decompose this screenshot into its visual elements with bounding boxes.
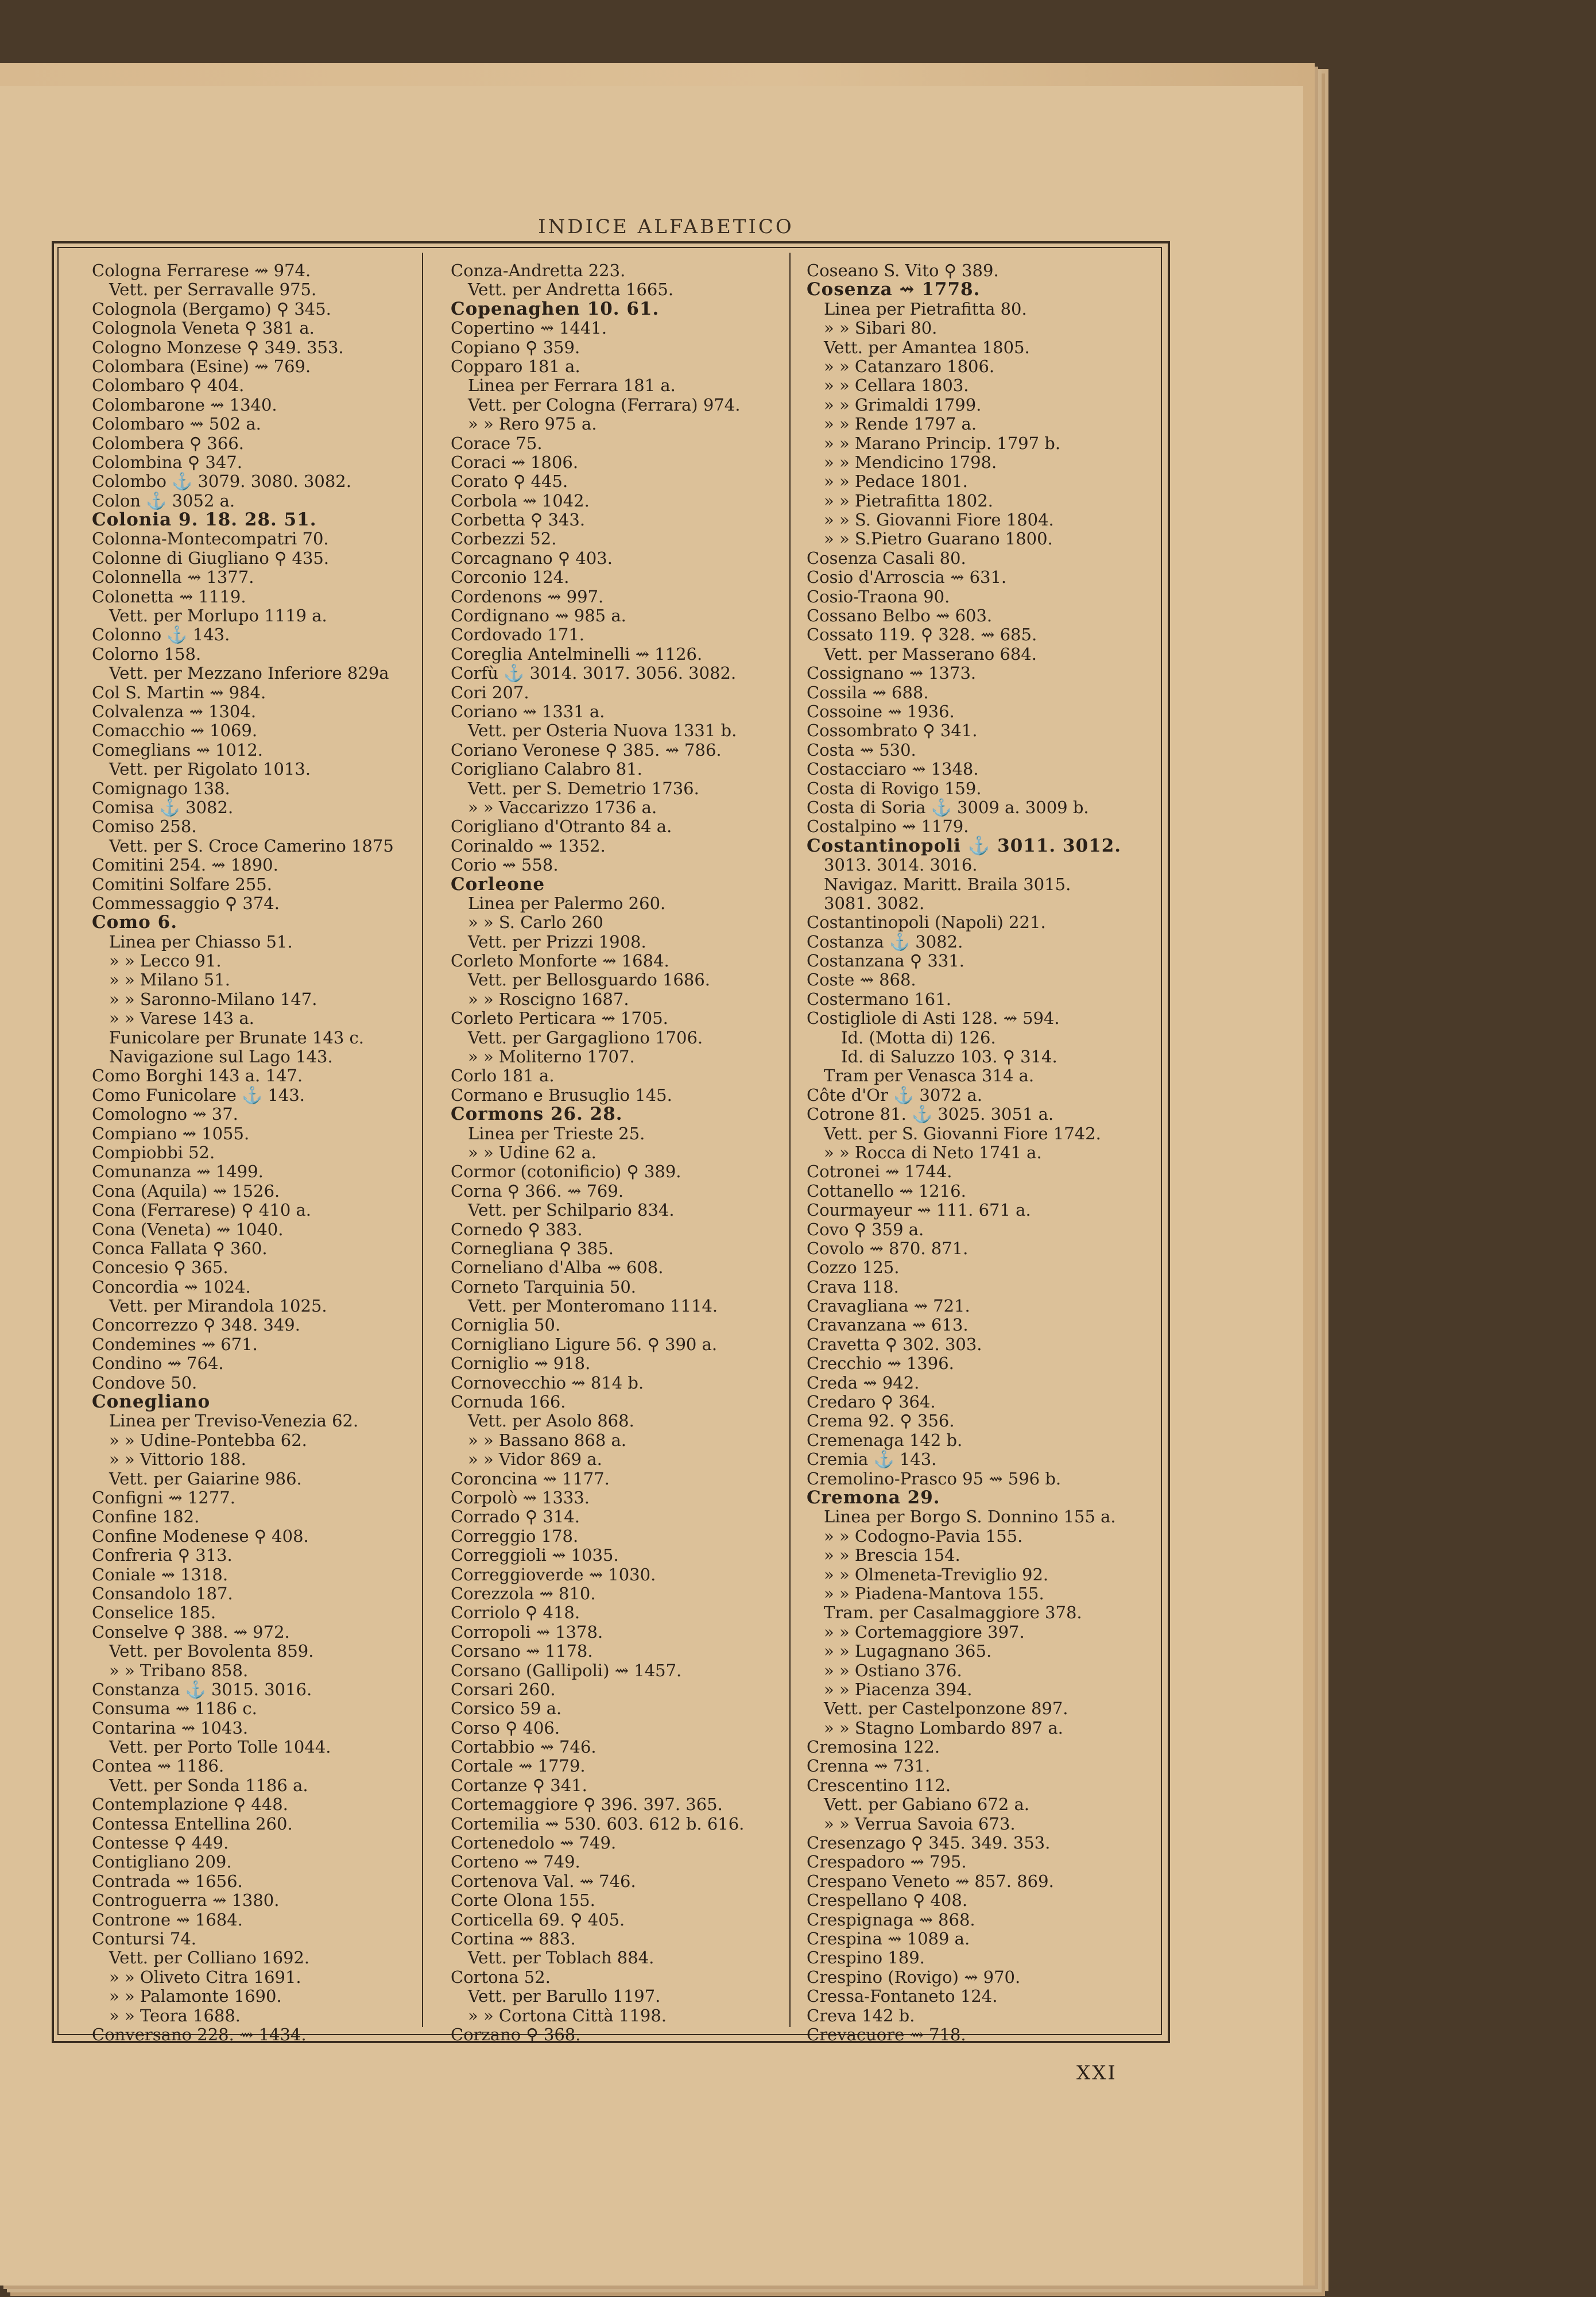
- index-column-1: [92, 261, 431, 2044]
- index-entry: Costantinopoli ⚓ 3011. 3012.: [807, 835, 1122, 856]
- index-column-2: [451, 261, 789, 2044]
- index-entry: Corleto Monforte ⇝ 1684.: [451, 951, 669, 971]
- index-entry: Credaro ⚲ 364.: [807, 1392, 936, 1412]
- index-entry: Vett. per Monteromano 1114.: [468, 1296, 718, 1316]
- index-entry: Cortenova Val. ⇝ 746.: [451, 1871, 636, 1891]
- index-entry: Cormor (cotonificio) ⚲ 389.: [451, 1162, 681, 1182]
- index-entry: » » Catanzaro 1806.: [824, 356, 995, 376]
- index-entry: » » Varese 143 a.: [109, 1008, 254, 1028]
- index-entry: » » Pedace 1801.: [824, 471, 968, 492]
- index-entry: Vett. per Gargagliono 1706.: [468, 1027, 703, 1047]
- index-entry: » » Roscigno 1687.: [468, 989, 629, 1009]
- index-entry: Costermano 161.: [807, 989, 951, 1009]
- index-entry: Correggio 178.: [451, 1526, 579, 1546]
- index-entry: Cremia ⚓ 143.: [807, 1449, 937, 1470]
- index-entry: Coste ⇝ 868.: [807, 970, 916, 990]
- index-entry: » » S. Giovanni Fiore 1804.: [824, 510, 1054, 530]
- index-entry: Tram per Venasca 314 a.: [824, 1066, 1035, 1086]
- page-header: INDICE ALFABETICO: [538, 215, 794, 238]
- index-entry: Cortemilia ⇝ 530. 603. 612 b. 616.: [451, 1813, 745, 1834]
- index-entry: Coraci ⇝ 1806.: [451, 452, 579, 472]
- index-entry: Cremona 29.: [807, 1487, 940, 1508]
- index-entry: Tram. per Casalmaggiore 378.: [824, 1603, 1082, 1623]
- index-entry: Vett. per Morlupo 1119 a.: [109, 606, 327, 626]
- index-entry: » » Milano 51.: [109, 970, 230, 990]
- index-entry: Coriano ⇝ 1331 a.: [451, 701, 605, 721]
- index-entry: Côte d'Or ⚓ 3072 a.: [807, 1085, 982, 1105]
- index-entry: Contrada ⇝ 1656.: [92, 1871, 243, 1891]
- index-entry: Vett. per Castelponzone 897.: [824, 1699, 1068, 1719]
- index-entry: Colon ⚓ 3052 a.: [92, 490, 235, 511]
- index-entry: » » S.Pietro Guarano 1800.: [824, 529, 1053, 549]
- index-entry: » » Cortona Città 1198.: [468, 2005, 667, 2025]
- index-entry: Corsano (Gallipoli) ⇝ 1457.: [451, 1660, 682, 1680]
- index-entry: Crespignaga ⇝ 868.: [807, 1909, 975, 1929]
- index-column-3: [807, 261, 1145, 2044]
- index-entry: Cortona 52.: [451, 1967, 551, 1987]
- index-entry: Cormano e Brusuglio 145.: [451, 1085, 672, 1105]
- index-entry: Contursi 74.: [92, 1928, 197, 1948]
- index-entry: Cori 207.: [451, 682, 529, 702]
- index-entry: Crescentino 112.: [807, 1775, 951, 1795]
- index-entry: Vett. per Amantea 1805.: [824, 337, 1030, 357]
- index-entry: Confine 182.: [92, 1507, 200, 1527]
- index-entry: Controguerra ⇝ 1380.: [92, 1890, 280, 1911]
- index-entry: » » Brescia 154.: [824, 1545, 960, 1565]
- index-entry: Cotrone 81. ⚓ 3025. 3051 a.: [807, 1104, 1054, 1124]
- index-entry: Corniglio ⇝ 918.: [451, 1354, 591, 1374]
- index-entry: Vett. per Cologna (Ferrara) 974.: [468, 395, 741, 415]
- index-entry: Vett. per Prizzi 1908.: [468, 931, 646, 952]
- index-entry: Corleone: [451, 873, 545, 895]
- index-entry: Creva 142 b.: [807, 2005, 915, 2025]
- index-entry: Cornovecchio ⇝ 814 b.: [451, 1372, 644, 1393]
- index-entry: Concesio ⚲ 365.: [92, 1258, 228, 1278]
- index-entry: Colombara (Esine) ⇝ 769.: [92, 356, 311, 376]
- index-entry: Id. (Motta di) 126.: [841, 1027, 996, 1047]
- index-entry: Corfù ⚓ 3014. 3017. 3056. 3082.: [451, 663, 737, 683]
- index-entry: Vett. per S. Croce Camerino 1875: [109, 836, 394, 856]
- index-entry: Comitini 254. ⇝ 1890.: [92, 855, 278, 875]
- index-entry: Compiano ⇝ 1055.: [92, 1123, 250, 1143]
- index-entry: Vett. per Colliano 1692.: [109, 1948, 310, 1968]
- index-entry: Corteno ⇝ 749.: [451, 1852, 580, 1872]
- index-entry: Corrado ⚲ 314.: [451, 1507, 580, 1527]
- index-entry: Linea per Palermo 260.: [468, 893, 666, 913]
- index-entry: » » Ostiano 376.: [824, 1660, 962, 1680]
- index-entry: Corace 75.: [451, 433, 543, 453]
- index-entry: Confreria ⚲ 313.: [92, 1545, 233, 1565]
- index-entry: Condino ⇝ 764.: [92, 1354, 224, 1374]
- index-entry: Cologna Ferrarese ⇝ 974.: [92, 261, 311, 280]
- index-entry: Confine Modenese ⚲ 408.: [92, 1526, 309, 1546]
- index-entry: » » Teora 1688.: [109, 2005, 241, 2025]
- index-entry: Crenna ⇝ 731.: [807, 1756, 931, 1776]
- index-entry: » » Udine 62 a.: [468, 1142, 596, 1162]
- index-entry: Vett. per Sonda 1186 a.: [109, 1775, 308, 1795]
- index-entry: Costalpino ⇝ 1179.: [807, 817, 969, 837]
- index-entry: » » Pietrafitta 1802.: [824, 490, 993, 511]
- index-entry: Cortina ⇝ 883.: [451, 1928, 576, 1948]
- index-entry: » » Rocca di Neto 1741 a.: [824, 1142, 1042, 1162]
- index-entry: Crespina ⇝ 1089 a.: [807, 1928, 970, 1948]
- index-entry: Contigliano 209.: [92, 1852, 232, 1872]
- index-entry: » » Moliterno 1707.: [468, 1047, 635, 1067]
- index-entry: » » Marano Princip. 1797 b.: [824, 433, 1061, 453]
- index-entry: Col S. Martin ⇝ 984.: [92, 682, 266, 702]
- index-entry: Crespino (Rovigo) ⇝ 970.: [807, 1967, 1021, 1987]
- index-entry: Corneto Tarquinia 50.: [451, 1277, 637, 1297]
- index-entry: Costigliole di Asti 128. ⇝ 594.: [807, 1008, 1060, 1028]
- index-entry: Vett. per S. Demetrio 1736.: [468, 778, 699, 798]
- index-entry: Funicolare per Brunate 143 c.: [109, 1027, 364, 1047]
- index-entry: Corconio 124.: [451, 567, 570, 587]
- index-entry: » » Olmeneta-Treviglio 92.: [824, 1564, 1049, 1584]
- index-entry: Creda ⇝ 942.: [807, 1372, 920, 1393]
- index-entry: Colombaro ⚲ 404.: [92, 376, 245, 396]
- index-entry: Conversano 228. ⇝ 1434.: [92, 2024, 307, 2044]
- index-entry: » » Bassano 868 a.: [468, 1430, 627, 1450]
- index-entry: Colvalenza ⇝ 1304.: [92, 701, 257, 721]
- index-entry: Comacchio ⇝ 1069.: [92, 721, 258, 741]
- index-entry: Controne ⇝ 1684.: [92, 1909, 243, 1929]
- index-entry: Navigaz. Maritt. Braila 3015.: [824, 874, 1071, 894]
- index-entry: Cossila ⇝ 688.: [807, 682, 929, 702]
- index-entry: Corriolo ⚲ 418.: [451, 1603, 580, 1623]
- index-entry: Colonno ⚓ 143.: [92, 625, 230, 645]
- index-entry: Cossano Belbo ⇝ 603.: [807, 606, 993, 626]
- index-entry: Vett. per Mirandola 1025.: [109, 1296, 327, 1316]
- index-entry: Cologno Monzese ⚲ 349. 353.: [92, 337, 344, 357]
- index-entry: Costa di Rovigo 159.: [807, 778, 982, 798]
- index-entry: » » Palamonte 1690.: [109, 1986, 282, 2006]
- index-entry: Vett. per Schilpario 834.: [468, 1200, 675, 1220]
- index-entry: Corlo 181 a.: [451, 1066, 555, 1086]
- index-entry: Cottanello ⇝ 1216.: [807, 1181, 966, 1201]
- index-entry: Colombo ⚓ 3079. 3080. 3082.: [92, 471, 351, 492]
- index-entry: » » Cellara 1803.: [824, 376, 969, 396]
- index-entry: Copertino ⇝ 1441.: [451, 318, 607, 338]
- index-entry: Corticella 69. ⚲ 405.: [451, 1909, 625, 1929]
- index-entry: Crespadoro ⇝ 795.: [807, 1852, 967, 1872]
- index-entry: Cremosina 122.: [807, 1737, 940, 1757]
- index-entry: Consuma ⇝ 1186 c.: [92, 1699, 257, 1719]
- index-entry: » » Lecco 91.: [109, 951, 222, 971]
- index-entry: Corneliano d'Alba ⇝ 608.: [451, 1258, 664, 1278]
- index-entry: Contea ⇝ 1186.: [92, 1756, 224, 1776]
- index-entry: Cremolino-Prasco 95 ⇝ 596 b.: [807, 1468, 1062, 1488]
- index-entry: Commessaggio ⚲ 374.: [92, 893, 280, 913]
- index-entry: Colorno 158.: [92, 644, 202, 664]
- index-entry: Concorrezzo ⚲ 348. 349.: [92, 1315, 300, 1335]
- index-entry: Linea per Trieste 25.: [468, 1123, 645, 1143]
- index-entry: Vett. per Andretta 1665.: [468, 280, 674, 300]
- index-entry: Corio ⇝ 558.: [451, 855, 559, 875]
- index-entry: Configni ⇝ 1277.: [92, 1488, 235, 1507]
- index-entry: » » Grimaldi 1799.: [824, 395, 982, 415]
- index-entry: Vett. per Barullo 1197.: [468, 1986, 661, 2006]
- index-entry: » » Piacenza 394.: [824, 1679, 973, 1699]
- index-entry: Colonia 9. 18. 28. 51.: [92, 509, 317, 531]
- index-entry: Coriano Veronese ⚲ 385. ⇝ 786.: [451, 740, 722, 760]
- index-entry: Vett. per Gaiarine 986.: [109, 1468, 302, 1488]
- index-entry: Corleto Perticara ⇝ 1705.: [451, 1008, 668, 1028]
- index-entry: Contessa Entellina 260.: [92, 1813, 293, 1834]
- index-entry: Corsano ⇝ 1178.: [451, 1641, 593, 1661]
- index-entry: Cona (Veneta) ⇝ 1040.: [92, 1219, 284, 1239]
- index-entry: Cresenzago ⚲ 345. 349. 353.: [807, 1833, 1051, 1853]
- index-entry: » » Vidor 869 a.: [468, 1449, 602, 1470]
- index-entry: » » Oliveto Citra 1691.: [109, 1967, 301, 1987]
- index-entry: Costa di Soria ⚓ 3009 a. 3009 b.: [807, 797, 1089, 817]
- index-entry: Comologno ⇝ 37.: [92, 1104, 238, 1124]
- index-entry: Cordovado 171.: [451, 625, 585, 645]
- index-entry: Corigliano Calabro 81.: [451, 759, 642, 779]
- column-divider-2: [789, 253, 791, 2027]
- index-entry: Cosio d'Arroscia ⇝ 631.: [807, 567, 1007, 587]
- index-entry: Costanza ⚓ 3082.: [807, 931, 963, 952]
- index-entry: Cossato 119. ⚲ 328. ⇝ 685.: [807, 625, 1037, 645]
- index-entry: Coniale ⇝ 1318.: [92, 1564, 228, 1584]
- index-entry: Colonetta ⇝ 1119.: [92, 586, 246, 606]
- index-entry: » » Vittorio 188.: [109, 1449, 246, 1470]
- index-entry: » » Udine-Pontebba 62.: [109, 1430, 307, 1450]
- index-entry: Colognola Veneta ⚲ 381 a.: [92, 318, 315, 338]
- index-entry: Cortale ⇝ 1779.: [451, 1756, 586, 1776]
- index-entry: » » Mendicino 1798.: [824, 452, 997, 472]
- index-entry: Vett. per Mezzano Inferiore 829a: [109, 663, 389, 683]
- index-entry: Colombina ⚲ 347.: [92, 452, 242, 472]
- index-entry: Conza-Andretta 223.: [451, 261, 626, 280]
- index-entry: Courmayeur ⇝ 111. 671 a.: [807, 1200, 1031, 1220]
- index-entry: Contemplazione ⚲ 448.: [92, 1795, 288, 1815]
- index-entry: Cravanzana ⇝ 613.: [807, 1315, 969, 1335]
- index-entry: Vett. per Gabiano 672 a.: [824, 1795, 1030, 1815]
- index-entry: 3081. 3082.: [824, 893, 925, 913]
- index-entry: Cozzo 125.: [807, 1258, 900, 1278]
- index-entry: Vett. per Rigolato 1013.: [109, 759, 311, 779]
- index-entry: Como 6.: [92, 912, 177, 933]
- index-entry: Crespano Veneto ⇝ 857. 869.: [807, 1871, 1054, 1891]
- index-entry: Vett. per Toblach 884.: [468, 1948, 654, 1968]
- index-entry: Colonna-Montecompatri 70.: [92, 529, 329, 549]
- index-entry: Cortanze ⚲ 341.: [451, 1775, 587, 1795]
- index-entry: Cordignano ⇝ 985 a.: [451, 606, 626, 626]
- index-entry: Colombarone ⇝ 1340.: [92, 395, 277, 415]
- index-entry: Costa ⇝ 530.: [807, 740, 916, 760]
- index-entry: Id. di Saluzzo 103. ⚲ 314.: [841, 1047, 1057, 1067]
- index-entry: Cravetta ⚲ 302. 303.: [807, 1334, 982, 1354]
- index-entry: » » Rende 1797 a.: [824, 414, 977, 434]
- index-entry: Comunanza ⇝ 1499.: [92, 1162, 264, 1182]
- index-entry: Como Funicolare ⚓ 143.: [92, 1085, 305, 1105]
- index-entry: » » Sibari 80.: [824, 318, 938, 338]
- page-number: XXI: [1076, 2062, 1117, 2085]
- index-entry: Cosio-Traona 90.: [807, 586, 950, 606]
- index-entry: Coroncina ⇝ 1177.: [451, 1468, 610, 1488]
- index-entry: Linea per Chiasso 51.: [109, 931, 293, 952]
- index-entry: » » Stagno Lombardo 897 a.: [824, 1718, 1063, 1738]
- index-entry: Costantinopoli (Napoli) 221.: [807, 912, 1046, 933]
- index-entry: Cornedo ⚲ 383.: [451, 1219, 583, 1239]
- index-entry: Cormons 26. 28.: [451, 1104, 623, 1125]
- index-entry: Conegliano: [92, 1391, 211, 1413]
- index-entry: Vett. per Porto Tolle 1044.: [109, 1737, 331, 1757]
- index-entry: Corbezzi 52.: [451, 529, 557, 549]
- index-entry: Cornigliano Ligure 56. ⚲ 390 a.: [451, 1334, 718, 1354]
- index-entry: » » Tribano 858.: [109, 1660, 249, 1680]
- index-entry: Cona (Ferrarese) ⚲ 410 a.: [92, 1200, 311, 1220]
- index-entry: Contarina ⇝ 1043.: [92, 1718, 249, 1738]
- index-entry: Vett. per Bellosguardo 1686.: [468, 970, 711, 990]
- index-entry: Compiobbi 52.: [92, 1142, 215, 1162]
- index-entry: » » Rero 975 a.: [468, 414, 597, 434]
- index-entry: Cornuda 166.: [451, 1392, 566, 1412]
- index-entry: Corsari 260.: [451, 1679, 556, 1699]
- index-entry: Contesse ⚲ 449.: [92, 1833, 229, 1853]
- index-entry: Comisa ⚓ 3082.: [92, 797, 234, 817]
- index-entry: Cressa-Fontaneto 124.: [807, 1986, 998, 2006]
- index-entry: Covo ⚲ 359 a.: [807, 1219, 924, 1239]
- index-entry: Conselice 185.: [92, 1603, 216, 1623]
- index-entry: Comitini Solfare 255.: [92, 874, 272, 894]
- index-entry: Crema 92. ⚲ 356.: [807, 1411, 955, 1431]
- index-entry: Colonne di Giugliano ⚲ 435.: [92, 548, 330, 568]
- index-entry: Cordenons ⇝ 997.: [451, 586, 604, 606]
- index-entry: Condove 50.: [92, 1372, 197, 1393]
- index-entry: Corpolò ⇝ 1333.: [451, 1488, 590, 1507]
- index-entry: Corropoli ⇝ 1378.: [451, 1622, 603, 1642]
- index-entry: » » Verrua Savoia 673.: [824, 1813, 1016, 1834]
- index-entry: Colognola (Bergamo) ⚲ 345.: [92, 299, 331, 319]
- index-entry: » » Vaccarizzo 1736 a.: [468, 797, 657, 817]
- index-entry: Corinaldo ⇝ 1352.: [451, 836, 606, 856]
- index-entry: Linea per Borgo S. Donnino 155 a.: [824, 1507, 1116, 1527]
- index-entry: Vett. per Bovolenta 859.: [109, 1641, 314, 1661]
- index-entry: Cona (Aquila) ⇝ 1526.: [92, 1181, 280, 1201]
- index-entry: » » Codogno-Pavia 155.: [824, 1526, 1023, 1546]
- index-entry: Covolo ⇝ 870. 871.: [807, 1238, 969, 1258]
- index-entry: » » Cortemaggiore 397.: [824, 1622, 1025, 1642]
- index-entry: Corezzola ⇝ 810.: [451, 1583, 596, 1603]
- index-entry: » » Lugagnano 365.: [824, 1641, 992, 1661]
- index-entry: Cotronei ⇝ 1744.: [807, 1162, 952, 1182]
- index-entry: Corbetta ⚲ 343.: [451, 510, 586, 530]
- index-entry: Condemines ⇝ 671.: [92, 1334, 258, 1354]
- index-entry: Copparo 181 a.: [451, 356, 580, 376]
- index-entry: Conselve ⚲ 388. ⇝ 972.: [92, 1622, 290, 1642]
- index-entry: Comeglians ⇝ 1012.: [92, 740, 264, 760]
- index-entry: » » Piadena-Mantova 155.: [824, 1583, 1044, 1603]
- index-entry: Linea per Treviso-Venezia 62.: [109, 1411, 359, 1431]
- index-entry: Coreglia Antelminelli ⇝ 1126.: [451, 644, 703, 664]
- index-entry: Copenaghen 10. 61.: [451, 298, 660, 319]
- index-entry: Cremenaga 142 b.: [807, 1430, 963, 1450]
- index-entry: Vett. per Osteria Nuova 1331 b.: [468, 721, 737, 741]
- index-entry: Copiano ⚲ 359.: [451, 337, 580, 357]
- index-entry: Vett. per Asolo 868.: [468, 1411, 634, 1431]
- index-entry: Consandolo 187.: [92, 1583, 233, 1603]
- index-entry: Corniglia 50.: [451, 1315, 561, 1335]
- index-entry: Crava 118.: [807, 1277, 899, 1297]
- index-entry: Constanza ⚓ 3015. 3016.: [92, 1679, 312, 1699]
- index-entry: Cortemaggiore ⚲ 396. 397. 365.: [451, 1795, 723, 1815]
- index-entry: Costanzana ⚲ 331.: [807, 951, 964, 971]
- index-entry: Coseano S. Vito ⚲ 389.: [807, 261, 999, 280]
- index-entry: Crespino 189.: [807, 1948, 925, 1968]
- index-entry: Corso ⚲ 406.: [451, 1718, 560, 1738]
- index-entry: Corigliano d'Otranto 84 a.: [451, 817, 672, 837]
- index-entry: Linea per Pietrafitta 80.: [824, 299, 1027, 319]
- index-entry: Costacciaro ⇝ 1348.: [807, 759, 979, 779]
- index-entry: Crevacuore ⇝ 718.: [807, 2024, 966, 2044]
- index-entry: Corzano ⚲ 368.: [451, 2024, 581, 2044]
- index-entry: Vett. per S. Giovanni Fiore 1742.: [824, 1123, 1101, 1143]
- index-entry: 3013. 3014. 3016.: [824, 855, 978, 875]
- index-entry: Correggioverde ⇝ 1030.: [451, 1564, 656, 1584]
- index-entry: Navigazione sul Lago 143.: [109, 1047, 333, 1067]
- index-entry: Cortabbio ⇝ 746.: [451, 1737, 596, 1757]
- index-entry: Cosenza ⇝ 1778.: [807, 279, 981, 300]
- index-entry: Correggioli ⇝ 1035.: [451, 1545, 619, 1565]
- index-entry: Corsico 59 a.: [451, 1699, 562, 1719]
- index-entry: Crecchio ⇝ 1396.: [807, 1354, 954, 1374]
- index-entry: Cossombrato ⚲ 341.: [807, 721, 978, 741]
- index-entry: Cravagliana ⇝ 721.: [807, 1296, 970, 1316]
- index-entry: Cossignano ⇝ 1373.: [807, 663, 977, 683]
- index-entry: Corte Olona 155.: [451, 1890, 595, 1911]
- index-entry: Vett. per Serravalle 975.: [109, 280, 317, 300]
- index-entry: Corna ⚲ 366. ⇝ 769.: [451, 1181, 624, 1201]
- index-entry: Colombaro ⇝ 502 a.: [92, 414, 261, 434]
- index-entry: Cortenedolo ⇝ 749.: [451, 1833, 617, 1853]
- index-entry: Como Borghi 143 a. 147.: [92, 1066, 303, 1086]
- index-entry: Crespellano ⚲ 408.: [807, 1890, 968, 1911]
- index-entry: Conca Fallata ⚲ 360.: [92, 1238, 268, 1258]
- index-entry: Corbola ⇝ 1042.: [451, 490, 590, 511]
- index-entry: Vett. per Masserano 684.: [824, 644, 1037, 664]
- index-entry: Colombera ⚲ 366.: [92, 433, 245, 453]
- index-entry: Corcagnano ⚲ 403.: [451, 548, 613, 568]
- index-entry: Linea per Ferrara 181 a.: [468, 376, 676, 396]
- index-entry: Cosenza Casali 80.: [807, 548, 966, 568]
- index-entry: » » S. Carlo 260: [468, 912, 603, 933]
- index-entry: Cossoine ⇝ 1936.: [807, 701, 955, 721]
- index-entry: Comiso 258.: [92, 817, 197, 837]
- index-entry: Cornegliana ⚲ 385.: [451, 1238, 614, 1258]
- index-entry: Concordia ⇝ 1024.: [92, 1277, 251, 1297]
- index-entry: Comignago 138.: [92, 778, 230, 798]
- index-entry: » » Saronno-Milano 147.: [109, 989, 317, 1009]
- index-entry: Corato ⚲ 445.: [451, 471, 568, 492]
- index-entry: Colonnella ⇝ 1377.: [92, 567, 254, 587]
